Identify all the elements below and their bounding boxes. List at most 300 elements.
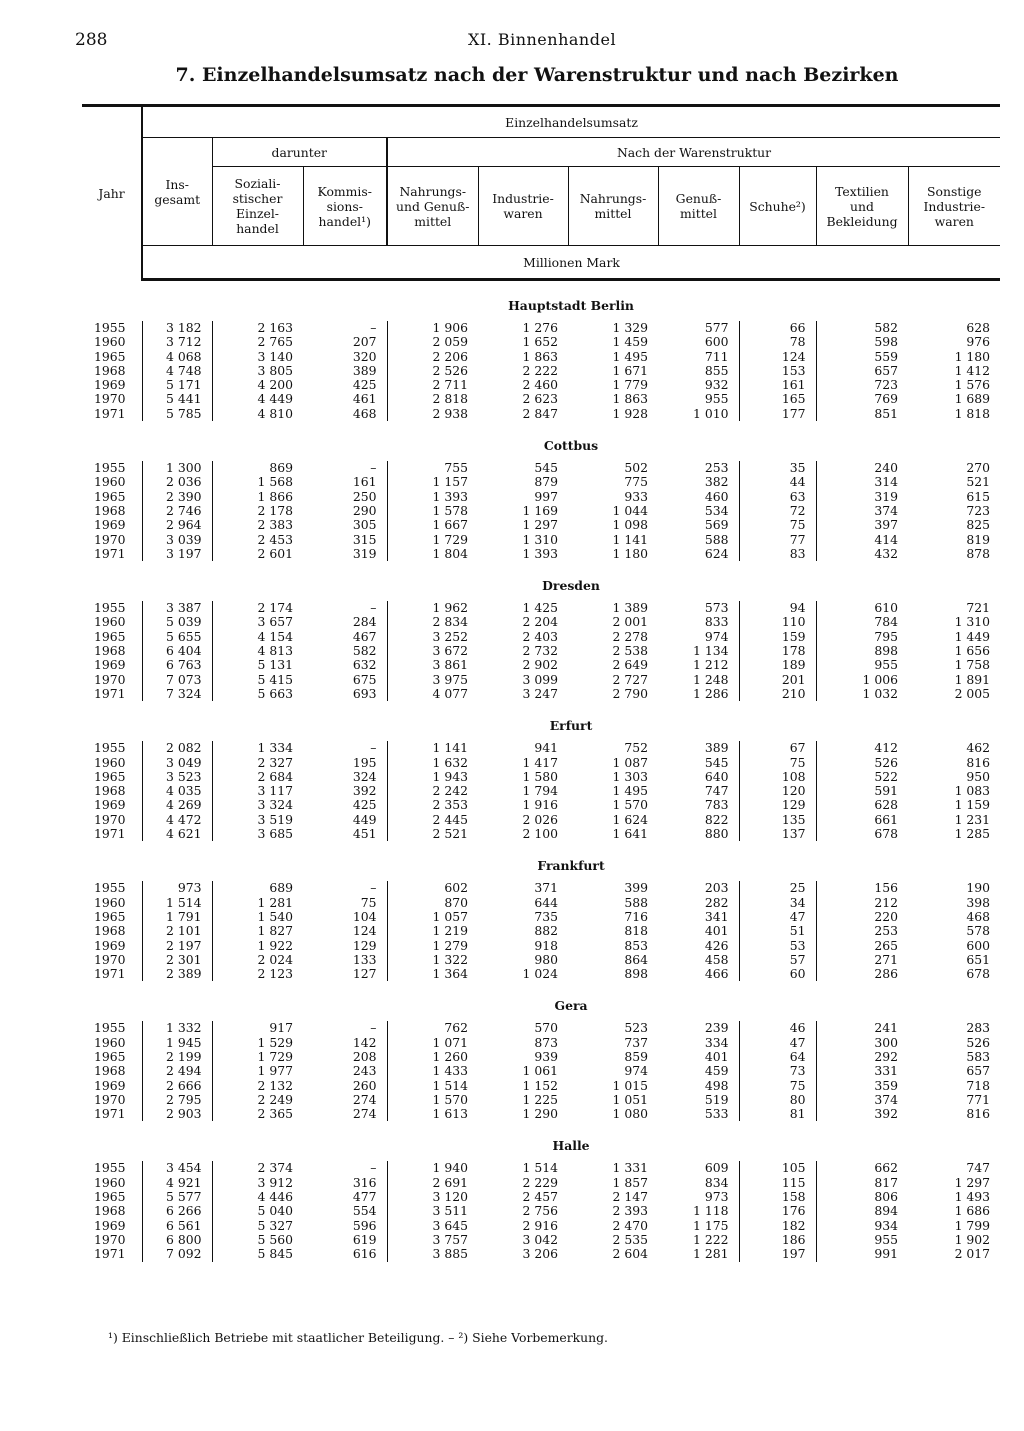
value-cell: 401: [704, 923, 729, 939]
value-cell: 316: [352, 1174, 377, 1190]
region-name: Halle: [552, 1138, 590, 1154]
header-sozialistisch: Soziali- stischer Einzel- handel: [212, 167, 303, 246]
value-cell: 105: [739, 1161, 816, 1175]
value-cell: 2 222: [522, 362, 558, 378]
year-cell: 1969: [94, 1217, 126, 1233]
value-cell: 4 810: [212, 407, 303, 421]
value-cell: 81: [739, 1107, 816, 1121]
value-cell: 711: [704, 348, 729, 364]
value-cell: 2 132: [212, 1079, 303, 1093]
value-cell: 762: [387, 1021, 478, 1035]
value-cell: 115: [739, 1176, 816, 1190]
value-cell: 545: [534, 460, 558, 476]
value-cell: 4 200: [212, 378, 303, 392]
value-cell: 3 685: [212, 827, 303, 841]
table-row: [82, 756, 1000, 770]
value-cell: 1 332: [142, 1021, 212, 1035]
value-cell: 939: [534, 1048, 558, 1064]
year-cell: 1971: [94, 405, 126, 421]
year-cell: 1969: [94, 517, 126, 533]
value-cell: 784: [816, 615, 908, 629]
table-row: [82, 461, 1000, 475]
value-cell: 898: [816, 644, 908, 658]
value-cell: 2 457: [522, 1189, 558, 1205]
value-cell: 1 804: [387, 547, 478, 561]
header-genussmittel: Genuß- mittel: [658, 167, 739, 246]
value-cell: 212: [816, 896, 908, 910]
table-row: [82, 967, 1000, 981]
value-cell: 241: [816, 1021, 908, 1035]
value-cell: 616: [352, 1246, 377, 1262]
value-cell: 47: [739, 910, 816, 924]
value-cell: 2 453: [212, 533, 303, 547]
value-cell: 769: [816, 392, 908, 406]
value-cell: 6 800: [142, 1233, 212, 1247]
value-cell: 46: [739, 1021, 816, 1035]
value-cell: 1 180: [954, 348, 991, 364]
region-header-row: [82, 1121, 1000, 1161]
year-cell: 1968: [94, 1063, 126, 1079]
value-cell: 2 365: [212, 1107, 303, 1121]
value-cell: 1 169: [522, 502, 558, 518]
value-cell: 2 390: [142, 490, 212, 504]
value-cell: 5 415: [212, 673, 303, 687]
value-cell: 466: [704, 966, 729, 982]
value-cell: 197: [739, 1247, 816, 1261]
value-cell: 60: [739, 967, 816, 981]
region-name: Frankfurt: [537, 858, 605, 874]
year-cell: 1971: [94, 685, 126, 701]
value-cell: 2 199: [142, 1050, 212, 1064]
value-cell: 1 891: [954, 671, 991, 687]
value-cell: 878: [966, 545, 991, 561]
year-cell: 1960: [94, 334, 126, 350]
value-cell: 2 383: [212, 518, 303, 532]
value-cell: 523: [624, 1020, 648, 1036]
value-cell: 1 576: [954, 377, 991, 393]
value-cell: 290: [352, 502, 377, 518]
value-cell: 3 120: [387, 1190, 478, 1204]
value-cell: 270: [966, 460, 991, 476]
value-cell: 522: [816, 770, 908, 784]
value-cell: 822: [704, 811, 729, 827]
value-cell: 2 024: [212, 953, 303, 967]
value-cell: 449: [352, 811, 377, 827]
value-cell: 35: [739, 461, 816, 475]
year-cell: 1955: [94, 600, 126, 616]
value-cell: 853: [624, 937, 648, 953]
year-cell: 1968: [94, 502, 126, 518]
value-cell: 918: [534, 937, 558, 953]
value-cell: 5 039: [142, 615, 212, 629]
table-row: [82, 504, 1000, 518]
value-cell: 2 732: [522, 643, 558, 659]
value-cell: 178: [739, 644, 816, 658]
value-cell: 64: [739, 1050, 816, 1064]
value-cell: 250: [352, 488, 377, 504]
value-cell: 806: [816, 1190, 908, 1204]
value-cell: 5 845: [212, 1247, 303, 1261]
value-cell: 129: [739, 798, 816, 812]
value-cell: 2 666: [142, 1079, 212, 1093]
value-cell: 615: [966, 488, 991, 504]
value-cell: 554: [352, 1203, 377, 1219]
value-cell: 3 454: [142, 1161, 212, 1175]
value-cell: 997: [534, 488, 558, 504]
value-cell: 2 604: [612, 1246, 648, 1262]
year-cell: 1971: [94, 826, 126, 842]
value-cell: 570: [534, 1020, 558, 1036]
header-textilien: Textilien und Bekleidung: [816, 167, 908, 246]
value-cell: 1 248: [693, 671, 729, 687]
value-cell: 2 389: [142, 967, 212, 981]
value-cell: 934: [816, 1219, 908, 1233]
value-cell: –: [370, 600, 377, 616]
value-cell: 2 206: [387, 350, 478, 364]
value-cell: 2 834: [387, 615, 478, 629]
table-row: [82, 364, 1000, 378]
table-title: 7. Einzelhandelsumsatz nach der Warenstruktur und nach Bezirken: [175, 64, 899, 86]
value-cell: 468: [352, 405, 377, 421]
value-cell: 451: [352, 826, 377, 842]
value-cell: 2 301: [142, 953, 212, 967]
value-cell: 2 916: [522, 1217, 558, 1233]
value-cell: 2 756: [522, 1203, 558, 1219]
value-cell: 461: [352, 391, 377, 407]
value-cell: 2 649: [612, 657, 648, 673]
value-cell: 414: [816, 533, 908, 547]
value-cell: 153: [739, 364, 816, 378]
region-name: Cottbus: [543, 438, 599, 454]
value-cell: 2 174: [212, 601, 303, 615]
table-row: [82, 518, 1000, 532]
year-cell: 1965: [94, 628, 126, 644]
value-cell: 955: [816, 658, 908, 672]
value-cell: 161: [739, 378, 816, 392]
value-cell: 2 746: [142, 504, 212, 518]
value-cell: 176: [739, 1204, 816, 1218]
year-cell: 1965: [94, 908, 126, 924]
value-cell: 127: [352, 966, 377, 982]
value-cell: 632: [352, 657, 377, 673]
value-cell: 941: [534, 740, 558, 756]
value-cell: 600: [704, 334, 729, 350]
value-cell: 1 459: [612, 334, 648, 350]
value-cell: 389: [704, 740, 729, 756]
value-cell: 83: [739, 547, 816, 561]
value-cell: 1 652: [522, 334, 558, 350]
value-cell: 2 938: [387, 407, 478, 421]
value-cell: 425: [352, 797, 377, 813]
value-cell: 2 147: [612, 1189, 648, 1205]
value-cell: 1 152: [522, 1077, 558, 1093]
value-cell: 51: [739, 924, 816, 938]
year-header: Jahr: [82, 106, 142, 280]
value-cell: 182: [739, 1219, 816, 1233]
value-cell: 3 206: [522, 1246, 558, 1262]
value-cell: 869: [212, 461, 303, 475]
value-cell: 689: [212, 881, 303, 895]
region-header-row: [82, 701, 1000, 741]
value-cell: 991: [816, 1247, 908, 1261]
table-row: [82, 350, 1000, 364]
table-row: [82, 630, 1000, 644]
value-cell: 3 324: [212, 798, 303, 812]
value-cell: 3 182: [142, 321, 212, 335]
value-cell: 4 269: [142, 798, 212, 812]
value-cell: 3 712: [142, 335, 212, 349]
value-cell: 880: [704, 826, 729, 842]
value-cell: 3 757: [387, 1233, 478, 1247]
value-cell: 598: [816, 335, 908, 349]
value-cell: 818: [624, 923, 648, 939]
value-cell: 1 433: [387, 1064, 478, 1078]
value-cell: 190: [966, 880, 991, 896]
value-cell: 870: [387, 896, 478, 910]
value-cell: 78: [739, 335, 816, 349]
value-cell: 1 389: [612, 600, 648, 616]
value-cell: 859: [624, 1048, 648, 1064]
value-cell: 2 795: [142, 1093, 212, 1107]
value-cell: 283: [966, 1020, 991, 1036]
value-cell: 619: [352, 1231, 377, 1247]
value-cell: 397: [816, 518, 908, 532]
value-cell: 3 523: [142, 770, 212, 784]
year-cell: 1970: [94, 1091, 126, 1107]
value-cell: 2 229: [522, 1174, 558, 1190]
value-cell: 75: [739, 1079, 816, 1093]
value-cell: 3 039: [142, 533, 212, 547]
value-cell: 1 863: [522, 348, 558, 364]
table-row: [82, 896, 1000, 910]
value-cell: 63: [739, 490, 816, 504]
table-row: [82, 533, 1000, 547]
year-cell: 1970: [94, 671, 126, 687]
table-row: [82, 1079, 1000, 1093]
value-cell: 1 281: [693, 1246, 729, 1262]
value-cell: 816: [966, 754, 991, 770]
year-cell: 1960: [94, 474, 126, 490]
value-cell: 3 519: [212, 813, 303, 827]
value-cell: 314: [816, 475, 908, 489]
table-row: [82, 1107, 1000, 1121]
value-cell: 67: [739, 741, 816, 755]
value-cell: 398: [966, 894, 991, 910]
value-cell: 108: [739, 770, 816, 784]
value-cell: 371: [534, 880, 558, 896]
year-cell: 1955: [94, 320, 126, 335]
year-cell: 1955: [94, 880, 126, 896]
value-cell: 1 364: [387, 967, 478, 981]
value-cell: 2 005: [954, 685, 991, 701]
value-cell: 158: [739, 1190, 816, 1204]
value-cell: 292: [816, 1050, 908, 1064]
value-cell: 432: [816, 547, 908, 561]
value-cell: 271: [816, 953, 908, 967]
value-cell: 502: [624, 460, 648, 476]
value-cell: 819: [966, 531, 991, 547]
value-cell: 2 460: [522, 377, 558, 393]
value-cell: 3 805: [212, 364, 303, 378]
value-cell: 974: [624, 1063, 648, 1079]
value-cell: 2 082: [142, 741, 212, 755]
value-cell: 3 140: [212, 350, 303, 364]
value-cell: 825: [966, 517, 991, 533]
value-cell: 2 847: [522, 405, 558, 421]
value-cell: 186: [739, 1233, 816, 1247]
value-cell: 1 024: [522, 966, 558, 982]
value-cell: 498: [704, 1077, 729, 1093]
value-cell: 582: [352, 643, 377, 659]
value-cell: 129: [352, 937, 377, 953]
value-cell: 521: [966, 474, 991, 490]
table-row: [82, 1247, 1000, 1261]
value-cell: 1 044: [612, 502, 648, 518]
value-cell: 5 560: [212, 1233, 303, 1247]
value-cell: –: [370, 740, 377, 756]
value-cell: 1 225: [522, 1091, 558, 1107]
value-cell: 2 538: [612, 643, 648, 659]
value-cell: 1 310: [522, 531, 558, 547]
value-cell: 1 303: [612, 768, 648, 784]
value-cell: 468: [966, 908, 991, 924]
table-row: [82, 687, 1000, 701]
value-cell: 657: [816, 364, 908, 378]
value-cell: 533: [704, 1106, 729, 1122]
year-cell: 1960: [94, 1174, 126, 1190]
value-cell: 1 568: [212, 475, 303, 489]
value-cell: 3 861: [387, 658, 478, 672]
value-cell: 1 656: [954, 643, 991, 659]
year-cell: 1955: [94, 1020, 126, 1036]
value-cell: 1 632: [387, 756, 478, 770]
value-cell: 591: [816, 784, 908, 798]
value-cell: 624: [704, 545, 729, 561]
value-cell: 3 197: [142, 547, 212, 561]
header-insgesamt: Ins- gesamt: [154, 176, 201, 207]
value-cell: 467: [352, 628, 377, 644]
value-cell: 3 042: [522, 1231, 558, 1247]
value-cell: 534: [704, 502, 729, 518]
value-cell: 3 885: [387, 1247, 478, 1261]
value-cell: 57: [739, 953, 816, 967]
value-cell: 1 134: [693, 643, 729, 659]
value-cell: 2 001: [612, 614, 648, 630]
table-row: [82, 1176, 1000, 1190]
value-cell: 1 729: [387, 533, 478, 547]
table-row: [82, 1233, 1000, 1247]
value-cell: 833: [704, 614, 729, 630]
value-cell: 1 276: [522, 320, 558, 335]
year-cell: 1969: [94, 377, 126, 393]
value-cell: 300: [816, 1036, 908, 1050]
value-cell: 1 514: [387, 1079, 478, 1093]
value-cell: 6 404: [142, 644, 212, 658]
value-cell: 1 219: [387, 924, 478, 938]
value-cell: 2 818: [387, 392, 478, 406]
value-cell: 775: [624, 474, 648, 490]
year-cell: 1971: [94, 1246, 126, 1262]
value-cell: 425: [352, 377, 377, 393]
value-cell: 4 813: [212, 644, 303, 658]
value-cell: 3 657: [212, 615, 303, 629]
value-cell: 1 613: [387, 1107, 478, 1121]
value-cell: 412: [816, 741, 908, 755]
year-cell: 1968: [94, 1203, 126, 1219]
year-cell: 1968: [94, 643, 126, 659]
value-cell: 5 663: [212, 687, 303, 701]
region-header-row: [82, 981, 1000, 1021]
value-cell: 588: [704, 531, 729, 547]
value-cell: 783: [704, 797, 729, 813]
value-cell: 2 017: [954, 1246, 991, 1262]
value-cell: 75: [360, 894, 377, 910]
value-cell: 1 791: [142, 910, 212, 924]
value-cell: 1 779: [612, 377, 648, 393]
value-cell: 1 857: [612, 1174, 648, 1190]
value-cell: 2 178: [212, 504, 303, 518]
value-cell: 243: [352, 1063, 377, 1079]
value-cell: 1 212: [693, 657, 729, 673]
value-cell: 5 040: [212, 1204, 303, 1218]
value-cell: 1 071: [387, 1036, 478, 1050]
value-cell: 73: [739, 1064, 816, 1078]
value-cell: 1 297: [954, 1174, 991, 1190]
year-cell: 1960: [94, 754, 126, 770]
value-cell: 3 511: [387, 1204, 478, 1218]
value-cell: 855: [704, 362, 729, 378]
table-row: [82, 1161, 1000, 1175]
value-cell: 142: [352, 1034, 377, 1050]
value-cell: 2 711: [387, 378, 478, 392]
table-row: [82, 881, 1000, 895]
value-cell: 4 748: [142, 364, 212, 378]
value-cell: 2 036: [142, 475, 212, 489]
value-cell: 2 100: [522, 826, 558, 842]
page-number: 288: [75, 30, 108, 50]
value-cell: 1 514: [142, 896, 212, 910]
value-cell: 1 006: [816, 673, 908, 687]
value-cell: 834: [704, 1174, 729, 1190]
value-cell: 747: [704, 783, 729, 799]
value-cell: 161: [352, 474, 377, 490]
value-cell: 4 472: [142, 813, 212, 827]
table-row: [82, 1093, 1000, 1107]
value-cell: 2 163: [212, 321, 303, 335]
year-cell: 1970: [94, 951, 126, 967]
value-cell: 1 794: [522, 783, 558, 799]
value-cell: 374: [816, 504, 908, 518]
year-cell: 1970: [94, 811, 126, 827]
year-cell: 1970: [94, 391, 126, 407]
value-cell: 974: [704, 628, 729, 644]
value-cell: 693: [352, 685, 377, 701]
value-cell: 628: [816, 798, 908, 812]
value-cell: 1 916: [522, 797, 558, 813]
header-schuhe: Schuhe²): [739, 167, 816, 246]
value-cell: 737: [624, 1034, 648, 1050]
value-cell: 7 092: [142, 1247, 212, 1261]
value-cell: 75: [739, 518, 816, 532]
value-cell: 678: [966, 966, 991, 982]
value-cell: 1 051: [612, 1091, 648, 1107]
table-row: [82, 658, 1000, 672]
value-cell: 177: [739, 407, 816, 421]
value-cell: 795: [816, 630, 908, 644]
value-cell: 973: [704, 1189, 729, 1205]
value-cell: 2 278: [612, 628, 648, 644]
value-cell: 94: [739, 601, 816, 615]
